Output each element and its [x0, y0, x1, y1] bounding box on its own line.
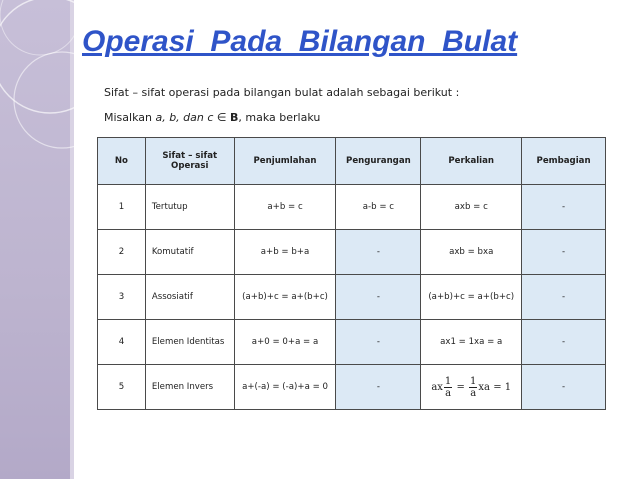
cell-division: -	[522, 320, 606, 365]
fraction-2-numerator: 1	[470, 375, 477, 387]
cell-division: -	[522, 230, 606, 275]
slide-title: Operasi Pada Bilangan Bulat	[82, 25, 518, 58]
fraction-2-denominator: a	[470, 387, 477, 399]
cell-multiplication: (a+b)+c = a+(b+c)	[421, 275, 522, 320]
cell-division: -	[522, 275, 606, 320]
decorative-rings	[0, 0, 140, 150]
cell-addition: (a+b)+c = a+(b+c)	[234, 275, 336, 320]
table-row	[98, 185, 606, 230]
cell-multiplication: ax1 = 1xa = a	[421, 320, 522, 365]
cell-no: 5	[98, 365, 146, 410]
header-division: Pembagian	[522, 138, 606, 185]
table-row	[98, 275, 606, 320]
intro-prefix: Misalkan	[104, 111, 156, 124]
fraction-2	[469, 376, 477, 399]
header-no: No	[98, 138, 146, 185]
cell-division: -	[522, 365, 606, 410]
cell-property: Tertutup	[145, 185, 234, 230]
table-row	[98, 365, 606, 410]
cell-subtraction: -	[336, 365, 421, 410]
fraction-1	[444, 376, 452, 399]
cell-multiplication	[421, 365, 522, 410]
cell-division: -	[522, 185, 606, 230]
cell-subtraction: a-b = c	[336, 185, 421, 230]
fraction-1-numerator: 1	[444, 375, 452, 387]
cell-property: Elemen Invers	[145, 365, 234, 410]
formula-post: xa = 1	[478, 381, 512, 393]
cell-addition: a+(-a) = (-a)+a = 0	[234, 365, 336, 410]
cell-addition: a+0 = 0+a = a	[234, 320, 336, 365]
cell-no: 3	[98, 275, 146, 320]
intro-suffix: , maka berlaku	[238, 111, 321, 124]
cell-addition: a+b = c	[234, 185, 336, 230]
operations-table	[97, 137, 606, 410]
cell-no: 1	[98, 185, 146, 230]
inverse-formula	[431, 375, 512, 399]
cell-subtraction: -	[336, 230, 421, 275]
intro-assumption	[104, 111, 320, 124]
header-subtraction: Pengurangan	[336, 138, 421, 185]
cell-property: Assosiatif	[145, 275, 234, 320]
intro-vars: a, b, dan c ∈	[155, 111, 230, 124]
intro-text: Sifat – sifat operasi pada bilangan bulat adalah sebagai berikut :	[104, 86, 460, 99]
cell-no: 2	[98, 230, 146, 275]
cell-property: Elemen Identitas	[145, 320, 234, 365]
table-header-row	[98, 138, 606, 185]
cell-property: Komutatif	[145, 230, 234, 275]
cell-no: 4	[98, 320, 146, 365]
cell-addition: a+b = b+a	[234, 230, 336, 275]
cell-multiplication: axb = c	[421, 185, 522, 230]
header-multiplication: Perkalian	[421, 138, 522, 185]
formula-pre: ax	[431, 381, 443, 393]
header-property: Sifat – sifat Operasi	[145, 138, 234, 185]
table-row	[98, 230, 606, 275]
fraction-1-denominator: a	[445, 387, 452, 399]
formula-mid: =	[453, 381, 469, 393]
cell-multiplication: axb = bxa	[421, 230, 522, 275]
header-addition: Penjumlahan	[234, 138, 336, 185]
cell-subtraction: -	[336, 320, 421, 365]
intro-set: B	[230, 111, 239, 124]
table-row	[98, 320, 606, 365]
cell-subtraction: -	[336, 275, 421, 320]
